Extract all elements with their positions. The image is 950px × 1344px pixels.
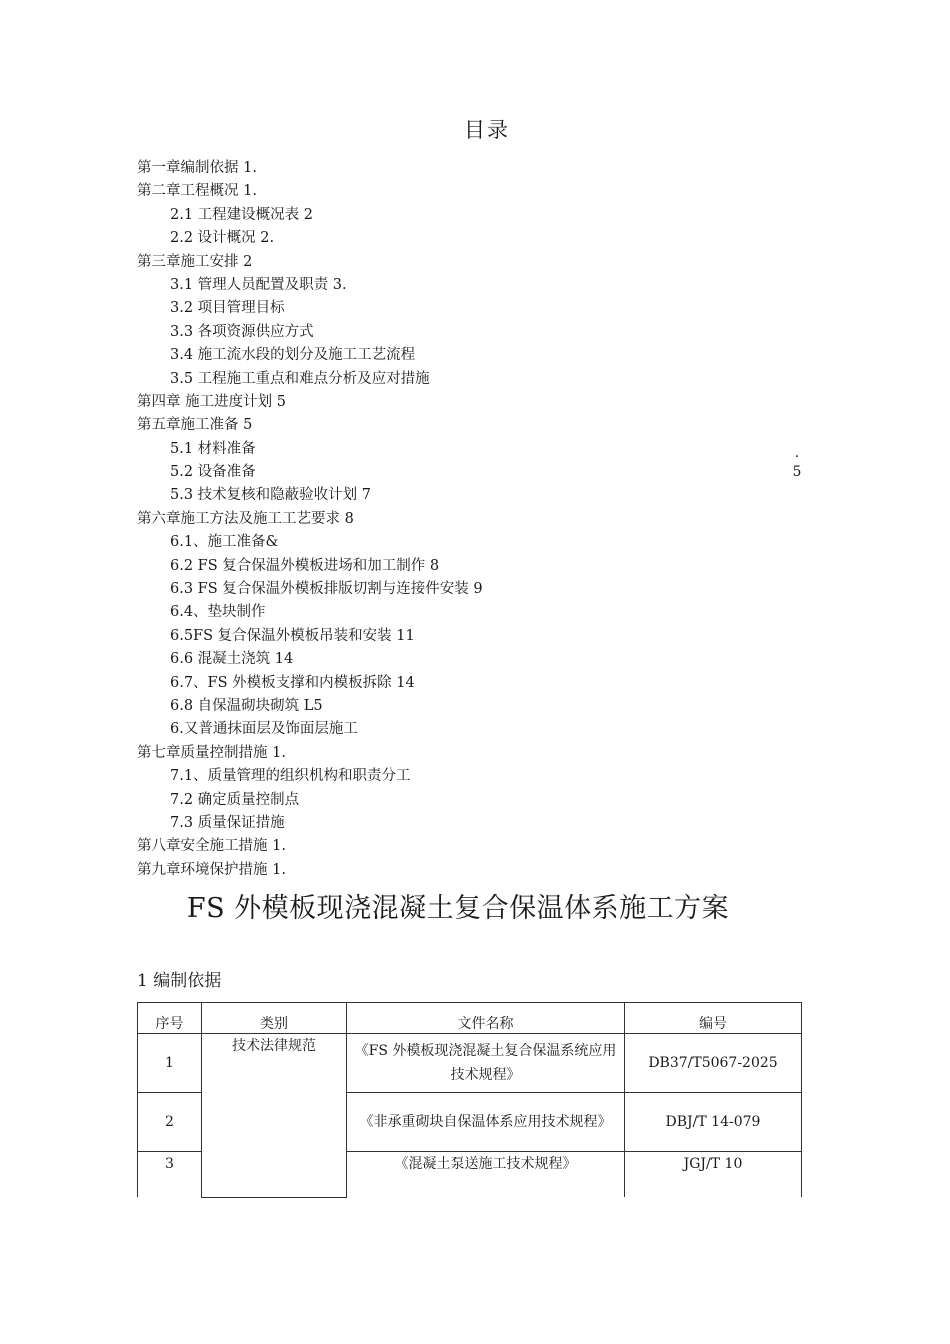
toc-chapter[interactable]: 第六章施工方法及施工工艺要求 8: [137, 510, 354, 527]
toc-subsection[interactable]: 3.1 管理人员配置及职责 3.: [170, 276, 347, 293]
toc-subsection[interactable]: 2.1 工程建设概况表 2: [170, 206, 314, 223]
row-name: 《混凝土泵送施工技术规程》: [347, 1152, 625, 1198]
table-header-row: [138, 1003, 802, 1034]
toc-chapter[interactable]: 第二章工程概况 1.: [137, 183, 257, 200]
header-code: 编号: [625, 1003, 802, 1034]
toc-subsection[interactable]: 6.6 混凝土浇筑 14: [170, 651, 294, 668]
toc-subsection[interactable]: 6.4、垫块制作: [170, 604, 266, 621]
row-code: DB37/T5067-2025: [625, 1034, 802, 1093]
toc-subsection[interactable]: 3.3 各项资源供应方式: [170, 323, 314, 340]
toc-subsection[interactable]: 6.2 FS 复合保温外模板进场和加工制作 8: [170, 557, 440, 574]
toc-subsection[interactable]: 6.7、FS 外模板支撑和内模板拆除 14: [170, 674, 415, 691]
row-no: 1: [138, 1034, 202, 1093]
table-of-contents: [137, 157, 483, 882]
row-name: 《FS 外模板现浇混凝土复合保温系统应用技术规程》: [347, 1034, 625, 1093]
row-code: JGJ/T 10: [625, 1152, 802, 1198]
toc-subsection[interactable]: 7.2 确定质量控制点: [170, 791, 300, 808]
section-heading: 1 编制依据: [137, 971, 222, 991]
document-title: FS 外模板现浇混凝土复合保温体系施工方案: [186, 893, 730, 924]
row-category: 技术法律规范: [202, 1034, 347, 1198]
header-category: 类别: [202, 1003, 347, 1034]
table-row: [138, 1034, 802, 1093]
toc-chapter[interactable]: 第八章安全施工措施 1.: [137, 838, 286, 855]
basis-table: [137, 1002, 802, 1198]
toc-subsection[interactable]: 5.2 设备准备: [170, 464, 256, 481]
toc-chapter[interactable]: 第七章质量控制措施 1.: [137, 744, 286, 761]
toc-chapter[interactable]: 第五章施工准备 5: [137, 417, 253, 434]
toc-subsection[interactable]: 6.又普通抹面层及饰面层施工: [170, 721, 358, 738]
toc-subsection[interactable]: 3.4 施工流水段的划分及施工工艺流程: [170, 347, 416, 364]
toc-subsection[interactable]: 7.3 质量保证措施: [170, 814, 285, 831]
page-marker-number: 5: [792, 464, 802, 480]
toc-subsection[interactable]: 5.3 技术复核和隐蔽验收计划 7: [170, 487, 372, 504]
header-no: 序号: [138, 1003, 202, 1034]
toc-chapter[interactable]: 第三章施工安排 2: [137, 253, 253, 270]
toc-subsection[interactable]: 7.1、质量管理的组织机构和职责分工: [170, 768, 411, 785]
toc-title: 目录: [464, 118, 510, 142]
page-marker-dot: .: [794, 445, 800, 461]
toc-subsection[interactable]: 2.2 设计概况 2.: [170, 230, 275, 247]
toc-subsection[interactable]: 6.8 自保温砌块砌筑 L5: [170, 697, 323, 714]
toc-subsection[interactable]: 3.5 工程施工重点和难点分析及应对措施: [170, 370, 430, 387]
row-code: DBJ/T 14-079: [625, 1093, 802, 1152]
page-marker: [790, 444, 804, 482]
row-no: 2: [138, 1093, 202, 1152]
toc-subsection[interactable]: 6.3 FS 复合保温外模板排版切割与连接件安装 9: [170, 581, 483, 598]
row-no: 3: [138, 1152, 202, 1198]
row-name: 《非承重砌块自保温体系应用技术规程》: [347, 1093, 625, 1152]
toc-subsection[interactable]: 6.5FS 复合保温外模板吊装和安装 11: [170, 627, 415, 644]
toc-subsection[interactable]: 3.2 项目管理目标: [170, 300, 285, 317]
toc-subsection[interactable]: 6.1、施工准备&: [170, 534, 279, 551]
toc-subsection[interactable]: 5.1 材料准备: [170, 440, 256, 457]
header-name: 文件名称: [347, 1003, 625, 1034]
toc-chapter[interactable]: 第一章编制依据 1.: [137, 160, 257, 176]
toc-chapter[interactable]: 第四章 施工进度计划 5: [137, 393, 286, 410]
toc-chapter[interactable]: 第九章环境保护措施 1.: [137, 861, 286, 878]
